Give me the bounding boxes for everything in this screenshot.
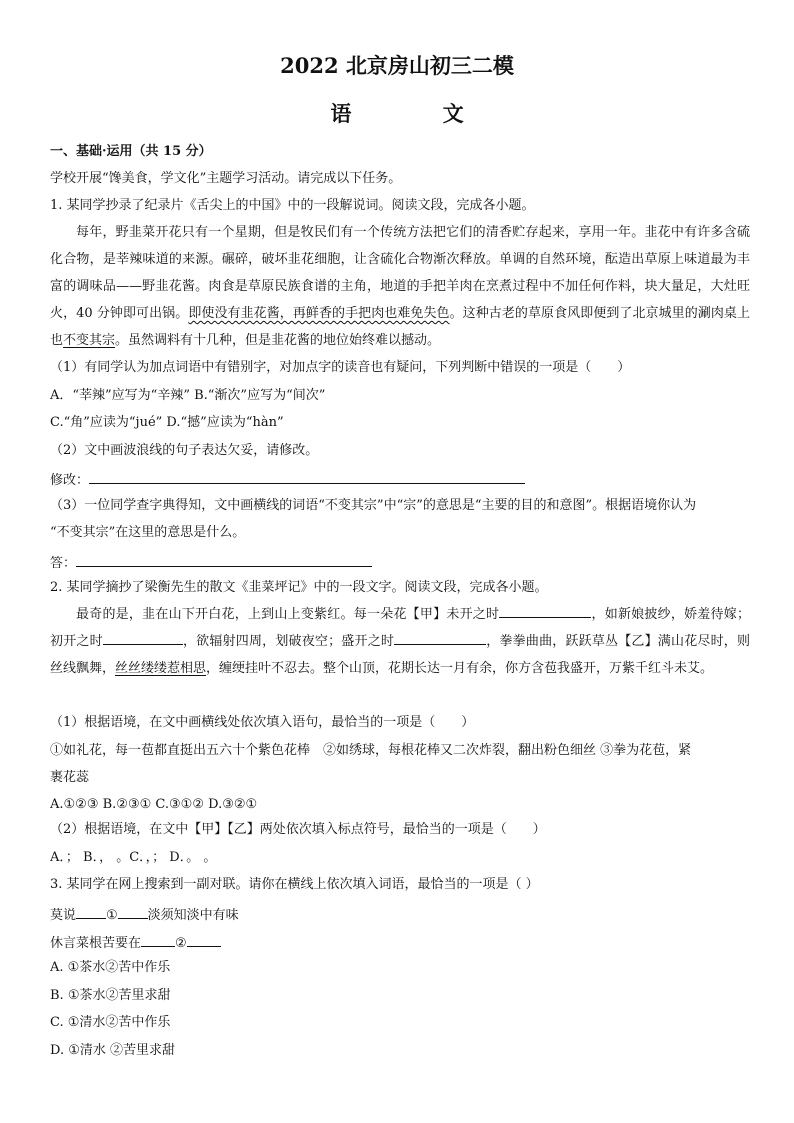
q3-option-c: C. ①清水②苦中作乐: [50, 1015, 171, 1030]
q2-blank-3[interactable]: [394, 630, 486, 645]
q1-sub3-line-b: “不变其宗”在这里的意思是什么。: [50, 525, 246, 540]
subject-title: 语 文: [330, 101, 506, 126]
q1-passage-text-a: 每年，野韭菜开花只有一个星期，但是牧民们有一个传统方法把它们的清香贮存起来，享用一年。韭花中有许多含硫化合物，是莘辣味道的来源。碾碎，破坏韭花细胞，让含硫化合物渐次释放。单调的自然环境，酝造出草原上味道最为丰富的调味品——野韭花酱。肉食是草原民族食谱的主角，地道的手把羊肉在烹煮过程中不加任何作料，块大量足，大灶旺火，40 分钟即可出锅。: [50, 225, 750, 321]
q2-sub1-options-b: 裹花蕊: [50, 770, 90, 785]
q1-passage-text-c: 。虽然调料有十几种，但是韭花酱的地位始终难以撼动。: [115, 333, 441, 348]
q1-sub2-answer-label: 修改：: [50, 473, 90, 488]
q1-sub3-answer-label: 答：: [50, 556, 77, 571]
q2-sub1: （1）根据语境，在文中画横线处依次填入语句，最恰当的一项是（ ）: [50, 715, 475, 730]
q3-option-b: B. ①茶水②苦里求甜: [50, 988, 171, 1003]
q3-couplet-1-a: 莫说: [50, 908, 77, 923]
q2-stem: 2. 某同学摘抄了梁衡先生的散文《韭菜坪记》中的一段文字。阅读文段，完成各小题。: [50, 580, 548, 595]
q1-sub2-answer-field[interactable]: [89, 469, 525, 484]
q2-sub2-choices: A．； B．， 。C．，； D．。 。: [50, 850, 217, 865]
q2-sub2: （2）根据语境，在文中【甲】【乙】两处依次填入标点符号，最恰当的一项是（ ）: [50, 822, 546, 837]
q2-passage-p5: ，缠绠挂叶不忍去。整个山顶，花期长达一月有余，你方含苞我盛开，万紫千红斗未艾。: [206, 661, 714, 676]
q3-blank-2b[interactable]: [187, 932, 221, 947]
q1-sub1-options-cd: C.“角”应读为“jué” D.“撼”应读为“hàn”: [50, 415, 284, 430]
q2-sub1-options-a: ①如礼花，每一苞都直挺出五六十个紫色花棒 ②如绣球，每根花棒又二次炸裂，翻出粉色细丝 ③拳为花苞，紧: [50, 743, 692, 758]
q1-passage: [50, 219, 750, 354]
q3-stem: 3. 某同学在网上搜索到一副对联。请你在横线上依次填入词语，最恰当的一项是（ ）: [50, 877, 539, 892]
q3-couplet-1: [50, 904, 750, 925]
q1-sub1: （1）有同学认为加点词语中有错别字，对加点字的读音也有疑问，下列判断中错误的一项是（ ）: [50, 360, 631, 375]
q2-blank-2[interactable]: [103, 630, 183, 645]
section-heading: 一、基础·运用（共 15 分）: [50, 144, 212, 159]
q1-sub2-answer: [50, 469, 750, 490]
q3-option-a: A. ①茶水②苦中作乐: [50, 960, 171, 975]
q1-sub3-answer-field[interactable]: [76, 552, 372, 567]
q2-sub1-choices: A.①②③ B.②③① C.③①② D.③②①: [50, 797, 258, 812]
section-intro: 学校开展“馋美食，学文化”主题学习活动。请完成以下任务。: [50, 171, 402, 186]
q2-blank-1[interactable]: [499, 603, 591, 618]
q3-couplet-1-b: 淡须知淡中有味: [147, 908, 239, 923]
q1-sub3-answer: [50, 552, 750, 573]
q3-blank-2-mark: ②: [175, 936, 187, 951]
q3-blank-2a[interactable]: [141, 932, 175, 947]
q2-passage: [50, 601, 750, 709]
q1-sub3-line-a: （3）一位同学查字典得知，文中画横线的词语“不变其宗”中“宗”的意思是“主要的目的和意图”。根据语境你认为: [50, 498, 697, 513]
q3-blank-1-mark: ①: [106, 908, 118, 923]
q2-passage-p3: ，欲辐射四周，划破夜空；盛开之时: [182, 634, 395, 649]
q3-option-d: D. ①清水 ②苦里求甜: [50, 1043, 176, 1058]
q1-stem: 1. 某同学抄录了纪录片《舌尖上的中国》中的一段解说词。阅读文段，完成各小题。: [50, 198, 535, 213]
q1-passage-text-b: 。这种古老的草原食风即便到了北京城里的涮肉桌上也: [50, 306, 750, 348]
q3-couplet-2: [50, 932, 750, 953]
q1-wavy-sentence: 即使没有韭花酱，再鲜香的手把肉也难免失色: [188, 306, 450, 321]
q3-blank-1a[interactable]: [76, 904, 106, 919]
exam-title: 2022 北京房山初三二模: [280, 53, 514, 78]
q3-blank-1b[interactable]: [118, 904, 148, 919]
q2-passage-p1: 最奇的是，韭在山下开白花，上到山上变紫红。每一朵花【甲】未开之时: [76, 607, 500, 622]
q1-underlined-phrase: 不变其宗: [63, 333, 116, 348]
q2-underlined-phrase: 丝丝缕缕惹相思: [115, 661, 207, 676]
q2-passage-p4: ，拳拳曲曲，跃跃草丛【乙】满山花尽时，则丝线飘舞，: [50, 634, 750, 676]
q1-sub1-options-ab: A．“莘辣”应写为“辛辣” B.“渐次”应写为“间次”: [50, 388, 326, 403]
q3-couplet-2-a: 休言菜根苦要在: [50, 936, 142, 951]
q2-passage-p2: ，如新娘披纱，娇羞待嫁；初开之时: [50, 607, 750, 649]
q1-sub2: （2）文中画波浪线的句子表达欠妥，请修改。: [50, 443, 319, 458]
